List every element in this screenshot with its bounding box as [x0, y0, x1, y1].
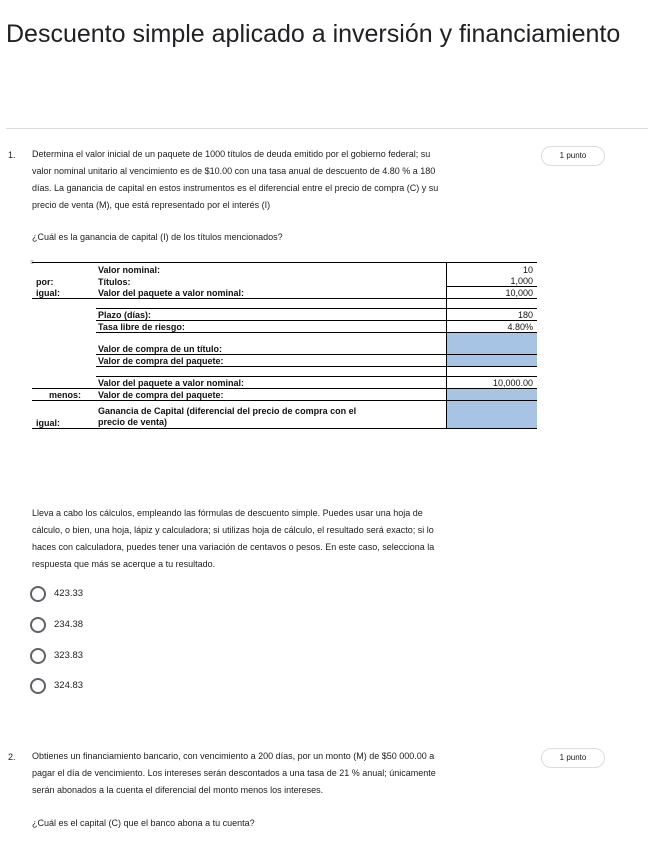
- question-text: Obtienes un financiamiento bancario, con vencimiento a 200 días, por un monto (M) de $50 000.00 a pagar el día de vencimiento. Los intereses serán descontados a una tasa de 21 % anual; únicamente serán abonados a la cuenta el diferencial del monto menos los intereses.: [32, 751, 436, 795]
- radio-button[interactable]: [30, 617, 46, 633]
- table-label: igual:: [32, 401, 96, 429]
- question-prompt: ¿Cuál es la ganancia de capital (I) de los títulos mencionados?: [32, 232, 283, 242]
- table-label: [32, 263, 96, 275]
- question-text: Determina el valor inicial de un paquete de 1000 títulos de deuda emitido por el gobierno federal; su valor nominal unitario al vencimiento es de $10.00 con una tasa anual de descuento de 4.80 % a 180 días. La ganancia de capital en estos instrumentos es el diferencial entre el precio de compra (C) y su precio de venta (M), que está representado por el interés (I): [32, 149, 439, 210]
- question-number: 1.: [8, 150, 16, 160]
- table-description: Tasa libre de riesgo:: [96, 321, 446, 333]
- option-label: 234.38: [54, 619, 84, 630]
- option-label: 423.33: [54, 588, 84, 599]
- table-value: 10: [446, 263, 537, 275]
- table-anchor-icon: ≡: [30, 260, 34, 266]
- option-3[interactable]: [30, 648, 230, 668]
- table-label: [32, 377, 96, 389]
- table-description: Ganancia de Capital (diferencial del precio de compra con el precio de venta): [96, 401, 446, 429]
- option-4[interactable]: [30, 678, 230, 698]
- calculation-table: [32, 262, 538, 429]
- table-label: igual:: [32, 287, 96, 299]
- radio-button[interactable]: [30, 648, 46, 664]
- table-label: [32, 355, 96, 367]
- table-description: Valor de compra del paquete:: [96, 355, 446, 367]
- table-description: Valor nominal:: [96, 263, 446, 275]
- points-badge: 1 punto: [541, 748, 605, 768]
- table-description: Valor del paquete a valor nominal:: [96, 377, 446, 389]
- answer-cell: [446, 401, 537, 429]
- table-value: 10,000: [446, 287, 537, 299]
- table-label: [32, 343, 96, 355]
- table-value: 10,000.00: [446, 377, 537, 389]
- radio-button[interactable]: [30, 678, 46, 694]
- question-number: 2.: [8, 752, 16, 762]
- radio-button[interactable]: [30, 586, 46, 602]
- table-description: Valor del paquete a valor nominal:: [96, 287, 446, 299]
- table-label: [32, 321, 96, 333]
- answer-cell: [446, 389, 537, 401]
- table-description: Plazo (días):: [96, 309, 446, 321]
- option-label: 324.83: [54, 680, 84, 691]
- table-label: menos:: [32, 389, 96, 401]
- table-label: [32, 309, 96, 321]
- table-description: Valor de compra del paquete:: [96, 389, 446, 401]
- answer-cell: [446, 343, 537, 355]
- table-value: 1,000: [446, 275, 537, 287]
- option-label: 323.83: [54, 650, 84, 661]
- table-value: 180: [446, 309, 537, 321]
- section-divider: [6, 128, 648, 129]
- table-label: por:: [36, 276, 54, 287]
- page-title: Descuento simple aplicado a inversión y financiamiento: [6, 20, 621, 48]
- table-description: Títulos:: [98, 276, 131, 287]
- table-value: 4.80%: [446, 321, 537, 333]
- answer-cell: [446, 355, 537, 367]
- table-description: Valor de compra de un título:: [96, 343, 446, 355]
- question-prompt: ¿Cuál es el capital (C) que el banco abona a tu cuenta?: [32, 818, 255, 828]
- instructions-text: Lleva a cabo los cálculos, empleando las fórmulas de descuento simple. Puedes usar una hoja de cálculo, o bien, una hoja, lápiz y calculadora; si utilizas hoja de cálculo, el resultado será exacto; si lo haces con calculadora, puedes tener una variación de centavos o pesos. En este caso, selecciona la respuesta que más se acerque a tu resultado.: [32, 508, 435, 569]
- points-badge: 1 punto: [541, 146, 605, 166]
- option-2[interactable]: [30, 617, 230, 637]
- option-1[interactable]: [30, 586, 230, 606]
